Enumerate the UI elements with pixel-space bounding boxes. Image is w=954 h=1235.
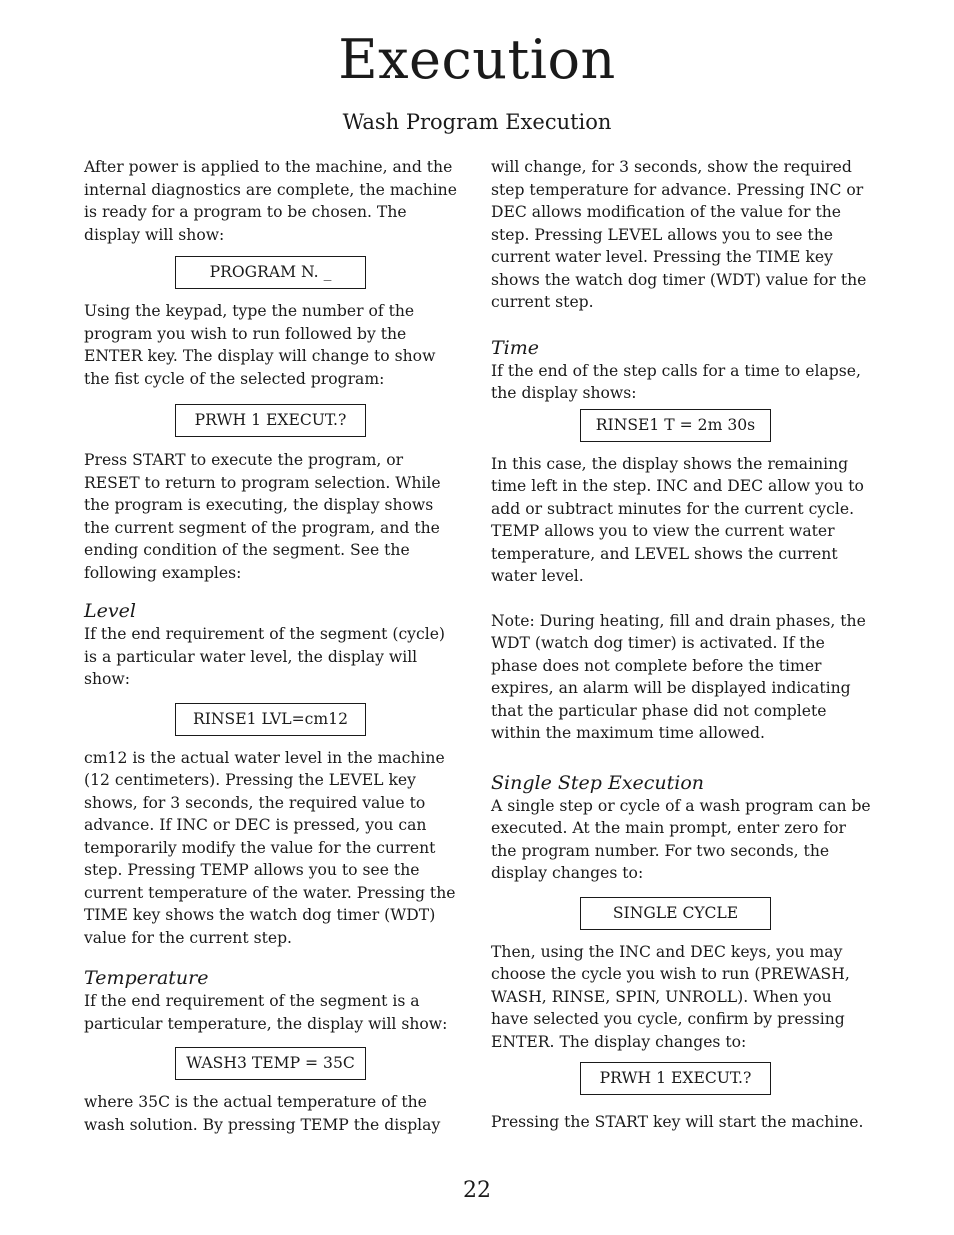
display-box-time: RINSE1 T = 2m 30s (580, 409, 771, 442)
display-box-temp: WASH3 TEMP = 35C (175, 1047, 366, 1080)
time-paragraph: If the end of the step calls for a time to elapse, the display shows: (491, 361, 861, 402)
temperature-paragraph: If the end requirement of the segment is a particular temperature, the display will show: (84, 992, 448, 1033)
temperature-detail-paragraph: where 35C is the actual temperature of the wash solution. By pressing TEMP the display (84, 1093, 441, 1134)
level-heading: Level (84, 600, 136, 622)
display-box-execut: PRWH 1 EXECUT.? (175, 404, 366, 437)
intro-paragraph: After power is applied to the machine, and the internal diagnostics are complete, the machine is ready for a program to be chosen. The display will show: (84, 158, 457, 244)
display-box-single-cycle: SINGLE CYCLE (580, 897, 771, 930)
temp-continued-paragraph: will change, for 3 seconds, show the required step temperature for advance. Pressing INC or DEC allows modification of the value for the step. Pressing LEVEL allows you to see the current water level. Pressing the TIME key shows the watch dog timer (WDT) value for the current step. (491, 158, 867, 311)
right-column (491, 156, 871, 1134)
time-heading: Time (491, 336, 540, 359)
single-step-paragraph: A single step or cycle of a wash program can be executed. At the main prompt, enter zero for the program number. For two seconds, the display changes to: (491, 796, 871, 882)
start-key-paragraph: Pressing the START key will start the machine. (491, 1113, 864, 1131)
display-box-level: RINSE1 LVL=cm12 (175, 703, 366, 736)
page-number: 22 (463, 1178, 491, 1203)
section-subtitle: Wash Program Execution (342, 110, 612, 134)
keypad-paragraph: Using the keypad, type the number of the program you wish to run followed by the ENTER key. The display will change to show the fist cycle of the selected program: (84, 302, 436, 388)
single-step-heading: Single Step Execution (491, 771, 705, 794)
display-box-program: PROGRAM N. _ (175, 256, 366, 289)
display-box-execut-2: PRWH 1 EXECUT.? (580, 1062, 771, 1095)
start-paragraph: Press START to execute the program, or RESET to return to program selection. While the program is executing, the display shows the current segment of the program, and the ending condition of the segment. See the following examples: (84, 451, 441, 582)
level-paragraph: If the end requirement of the segment (cycle) is a particular water level, the display will show: (84, 625, 446, 688)
left-column (84, 156, 460, 1136)
page-title: Execution (338, 28, 616, 91)
level-detail-paragraph: cm12 is the actual water level in the machine (12 centimeters). Pressing the LEVEL key shows, for 3 seconds, the required value to advance. If INC or DEC is pressed, you can temporarily modify the value for the current step. Pressing TEMP allows you to see the current temperature of the water. Pressing the TIME key shows the watch dog timer (WDT) value for the current step. (84, 748, 456, 947)
cycle-choice-paragraph: Then, using the INC and DEC keys, you may choose the cycle you wish to run (PREWASH, WASH, RINSE, SPIN, UNROLL). When you have selected you cycle, confirm by pressing ENTER. The display changes to: (491, 942, 850, 1051)
time-detail-paragraph: In this case, the display shows the remaining time left in the step. INC and DEC allow you to add or subtract minutes for the current cycle. TEMP allows you to view the current water temperature, and LEVEL shows the current water level. (491, 454, 864, 585)
temperature-heading: Temperature (84, 967, 209, 989)
wdt-note-paragraph: Note: During heating, fill and drain phases, the WDT (watch dog timer) is activated. If the phase does not complete before the timer expires, an alarm will be displayed indicating that the particular phase did not complete within the maximum time allowed. (491, 611, 866, 742)
